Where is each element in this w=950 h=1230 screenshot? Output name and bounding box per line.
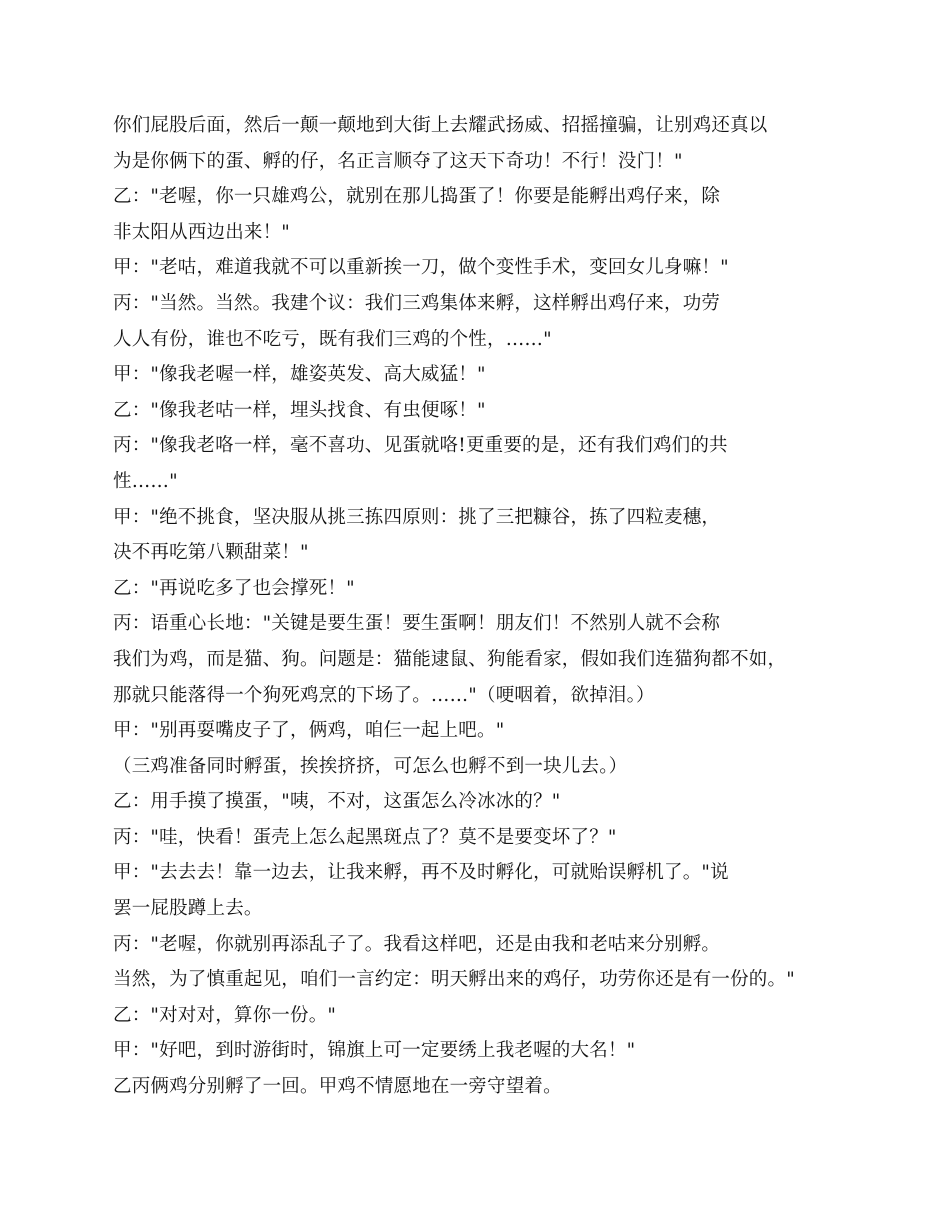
text-line: 乙：用手摸了摸蛋，"咦，不对，这蛋怎么冷冰冰的？" [113, 791, 561, 813]
text-line: 乙："像我老咕一样，埋头找食、有虫便啄！" [113, 399, 486, 421]
text-line: 那就只能落得一个狗死鸡烹的下场了。……"（哽咽着，欲掉泪。） [113, 684, 655, 706]
text-line: 乙："再说吃多了也会撑死！" [113, 577, 355, 599]
text-line: 乙丙俩鸡分别孵了一回。甲鸡不情愿地在一旁守望着。 [113, 1076, 562, 1098]
text-line: 丙："哇，快看！蛋壳上怎么起黑斑点了？莫不是要变坏了？" [113, 826, 617, 848]
text-line: 甲："老咕，难道我就不可以重新挨一刀，做个变性手术，变回女儿身嘛！" [113, 257, 729, 279]
text-line: 为是你俩下的蛋、孵的仔，名正言顺夺了这天下奇功！不行！没门！" [113, 150, 683, 172]
text-line: 丙："像我老咯一样，毫不喜功、见蛋就咯!更重要的是，还有我们鸡们的共 [113, 435, 728, 457]
text-line: 非太阳从西边出来！" [113, 221, 291, 243]
text-line: （三鸡准备同时孵蛋，挨挨挤挤，可怎么也孵不到一块儿去。） [113, 755, 628, 777]
text-line: 人人有份，谁也不吃亏，既有我们三鸡的个性，……" [113, 328, 552, 350]
text-line: 甲："别再耍嘴皮子了，俩鸡，咱仨一起上吧。" [113, 720, 505, 742]
text-line: 乙："老喔，你一只雄鸡公，就别在那儿捣蛋了！你要是能孵出鸡仔来，除 [113, 186, 721, 208]
text-line: 甲："像我老喔一样，雄姿英发、高大威猛！" [113, 364, 486, 386]
document-body [113, 108, 833, 1105]
text-line: 性……" [113, 470, 178, 492]
text-line: 决不再吃第八颗甜菜！" [113, 542, 309, 564]
text-line: 丙："当然。当然。我建个议：我们三鸡集体来孵，这样孵出鸡仔来，功劳 [113, 292, 721, 314]
text-line: 甲："去去去！靠一边去，让我来孵，再不及时孵化，可就贻误孵机了。"说 [113, 862, 729, 884]
text-line: 当然，为了慎重起见，咱们一言约定：明天孵出来的鸡仔，功劳你还是有一份的。" [113, 969, 795, 991]
text-line: 乙："对对对，算你一份。" [113, 1004, 337, 1026]
text-line: 你们屁股后面，然后一颠一颠地到大街上去耀武扬威、招摇撞骗，让别鸡还真以 [113, 115, 768, 136]
text-line: 丙：语重心长地："关键是要生蛋！要生蛋啊！朋友们！不然别人就不会称 [113, 613, 721, 635]
text-line: 甲："绝不挑食，坚决服从挑三拣四原则：挑了三把糠谷，拣了四粒麦穗， [113, 506, 721, 528]
text-line: 丙："老喔，你就别再添乱子了。我看这样吧，还是由我和老咕来分别孵。 [113, 933, 721, 955]
text-line: 甲："好吧，到时游街时，锦旗上可一定要绣上我老喔的大名！" [113, 1040, 636, 1062]
text-line: 罢一屁股蹲上去。 [113, 898, 263, 920]
text-line: 我们为鸡，而是猫、狗。问题是：猫能逮鼠、狗能看家，假如我们连猫狗都不如， [113, 648, 787, 670]
